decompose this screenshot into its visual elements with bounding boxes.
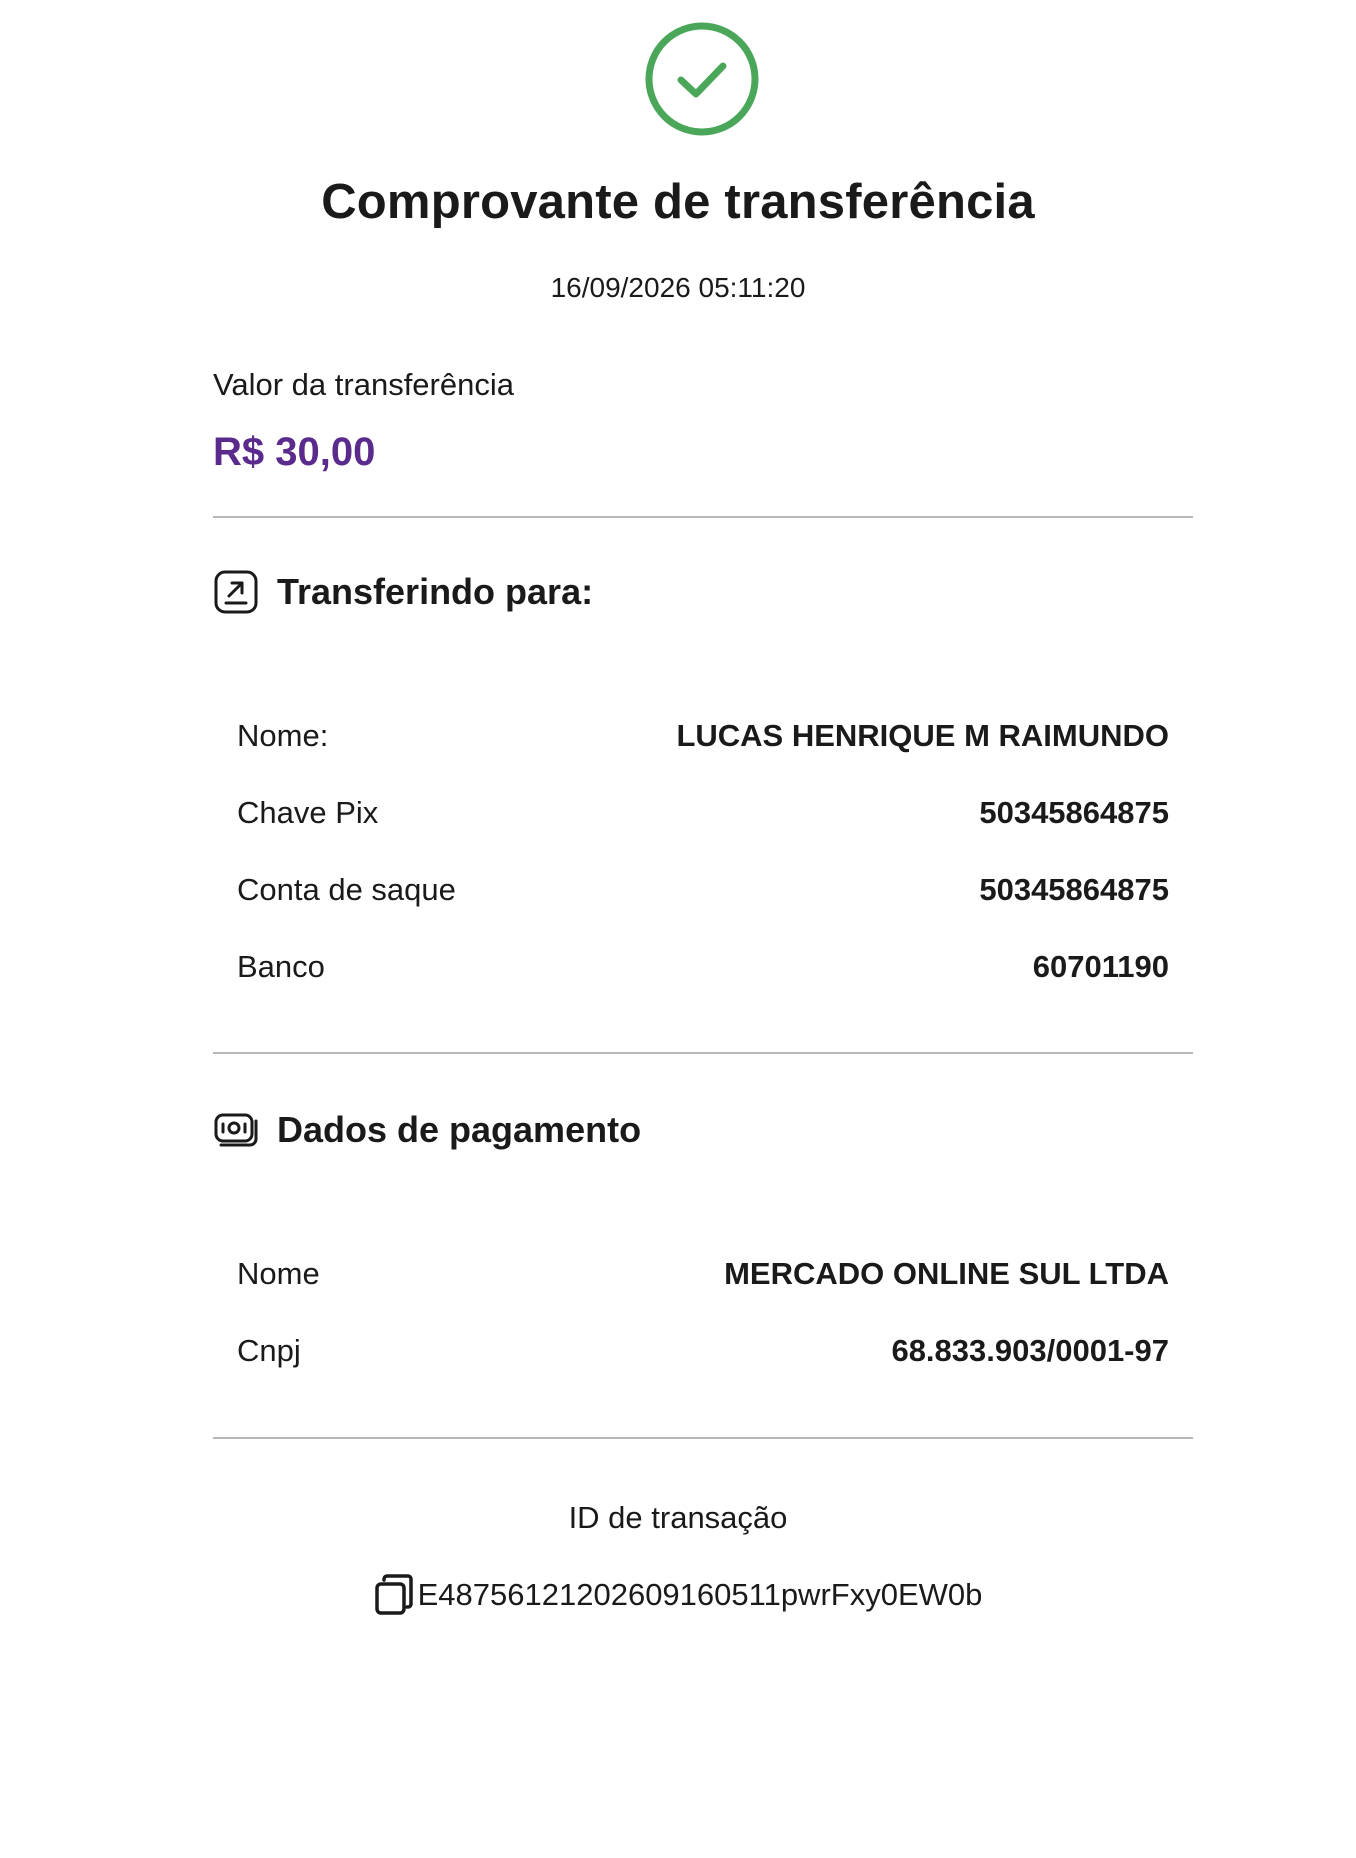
row-value: 68.833.903/0001-97 <box>891 1333 1169 1368</box>
recipient-section-title: Transferindo para: <box>277 571 594 612</box>
amount-label: Valor da transferência <box>213 367 514 402</box>
transaction-id-row <box>0 1574 1356 1616</box>
row-key: Nome <box>237 1256 320 1291</box>
money-bill-icon <box>213 1107 259 1153</box>
recipient-row-account <box>237 870 1169 910</box>
payment-section-title: Dados de pagamento <box>277 1109 642 1150</box>
row-value: 60701190 <box>1032 949 1169 984</box>
row-key: Conta de saque <box>237 872 456 907</box>
copy-icon[interactable] <box>374 1574 414 1616</box>
transaction-id-value: E48756121202609160511pwrFxy0EW0b <box>417 1577 983 1612</box>
row-value: LUCAS HENRIQUE M RAIMUNDO <box>676 718 1169 753</box>
row-value: MERCADO ONLINE SUL LTDA <box>724 1256 1169 1291</box>
recipient-row-pix-key <box>237 793 1169 833</box>
payment-row-cnpj <box>237 1331 1169 1371</box>
check-circle-icon <box>645 22 759 136</box>
transfer-datetime: 16/09/2026 05:11:20 <box>550 272 806 303</box>
amount-value: R$ 30,00 <box>213 430 376 474</box>
payment-section-header <box>213 1106 641 1154</box>
payment-row-name <box>237 1254 1169 1294</box>
page-title: Comprovante de transferência <box>321 175 1035 229</box>
row-key: Cnpj <box>237 1333 301 1368</box>
transaction-id-label: ID de transação <box>568 1500 788 1535</box>
recipient-row-bank <box>237 947 1169 987</box>
recipient-section-header <box>213 568 593 616</box>
row-key: Chave Pix <box>237 795 379 830</box>
divider <box>213 516 1193 518</box>
row-value: 50345864875 <box>979 872 1169 907</box>
row-key: Banco <box>237 949 325 984</box>
recipient-row-name <box>237 716 1169 756</box>
row-value: 50345864875 <box>979 795 1169 830</box>
divider <box>213 1052 1193 1054</box>
row-key: Nome: <box>237 718 329 753</box>
transfer-out-icon <box>213 569 259 615</box>
divider <box>213 1437 1193 1439</box>
